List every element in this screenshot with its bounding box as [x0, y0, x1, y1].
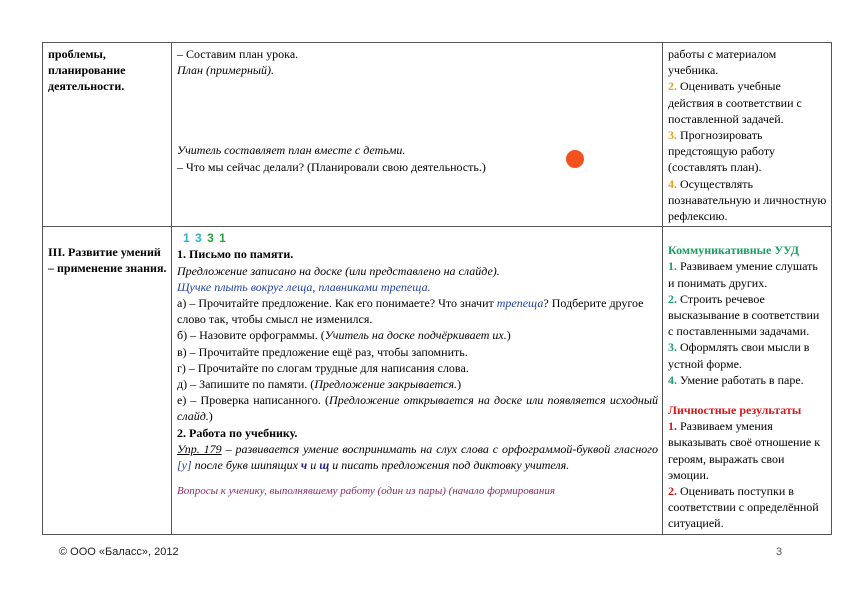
uud-item-number: 2. [668, 79, 677, 94]
activity-line: Учитель составляет план вместе с детьми. [177, 143, 406, 158]
activity-line: г) – Прочитайте по слогам трудные для написания слова. [177, 360, 469, 375]
section-heading: 1. Письмо по памяти. [177, 247, 294, 262]
footer-copyright: © ООО «Баласс», 2012 [59, 546, 179, 558]
uud-item [668, 127, 827, 176]
stage-cell [43, 227, 172, 534]
uud-line: работы с материалом учебника. [668, 47, 777, 78]
activity-cell [172, 227, 663, 534]
uud-item: 1. Развиваем умение слушать и понимать других. [668, 259, 818, 290]
uud-heading: Личностные результаты [668, 403, 802, 418]
table-row [43, 227, 832, 534]
section-heading: 2. Работа по учебнику. [177, 425, 298, 440]
activity-line: План (примерный). [177, 63, 275, 78]
lesson-plan-table [42, 42, 832, 535]
activity-line: в) – Прочитайте предложение ещё раз, чтобы запомнить. [177, 344, 468, 359]
activity-line: д) – Запишите по памяти. (Предложение закрывается.) [177, 377, 462, 392]
highlighted-word: трепеща [496, 296, 544, 311]
uud-cell [663, 43, 832, 227]
uud-item: 1. Развиваем умения выказывать своё отношение к героям, выражать свои эмоции. [668, 419, 821, 482]
uud-item: 4. Умение работать в паре. [668, 372, 804, 387]
uud-cell [663, 227, 832, 534]
uud-heading: Коммуникативные УУД [668, 243, 800, 258]
marker-circle [566, 150, 584, 168]
activity-line: – Составим план урока. [177, 47, 299, 61]
uud-item [668, 176, 827, 225]
exercise-number: 1 [219, 231, 227, 246]
uud-item-text: Осуществлять познавательную и личностную рефлексию. [668, 176, 827, 224]
activity-line: – Что мы сейчас делали? (Планировали свою деятельность.) [177, 159, 486, 174]
table-row [43, 43, 832, 227]
activity-line: б) – Назовите орфограммы. (Учитель на доске подчёркивает их.) [177, 328, 511, 343]
uud-item-number: 4. [668, 176, 677, 191]
exercise-ref: Упр. 179 [177, 441, 222, 456]
uud-item [668, 78, 827, 127]
stage-name: проблемы, планирование деятельности. [48, 47, 126, 94]
stage-cell [43, 43, 172, 227]
exercise-number: 3 [195, 231, 203, 246]
uud-item: 3. Оформлять свои мысли в устной форме. [668, 340, 810, 371]
activity-cell [172, 43, 663, 227]
uud-item-text: Прогнозировать предстоящую работу (составлять план). [668, 128, 775, 175]
example-sentence: Щучке плыть вокруг леща, плавниками трепеща. [177, 279, 431, 294]
uud-item: 2. Строить речевое высказывание в соответствии с поставленными задачами. [668, 291, 820, 339]
uud-item-text: Оценивать учебные действия в соответствии с поставленной задачей. [668, 79, 802, 126]
exercise-numbers [183, 230, 658, 246]
exercise-number: 1 [183, 231, 191, 246]
uud-item: 2. Оценивать поступки в соответствии с определённой ситуацией. [668, 484, 819, 531]
uud-item-number: 3. [668, 128, 677, 143]
page-number: 3 [776, 546, 783, 558]
exercise-description: Упр. 179 – развивается умение воспринимать на слух слова с орфограммой-буквой гласного [у] после букв шипящих ч и щ и писать предложения под диктовку учителя. [177, 441, 658, 473]
stage-name: III. Развитие умений – применение знания. [48, 245, 167, 276]
teacher-note: Вопросы к ученику, выполнявшему работу (один из пары) (начало формирования [177, 485, 555, 498]
activity-line: Предложение записано на доске (или представлено на слайде). [177, 263, 500, 278]
exercise-number: 3 [207, 231, 215, 246]
activity-line: а) – Прочитайте предложение. Как его понимаете? Что значит трепеща? Подберите другое слово так, чтобы смысл не изменился. [177, 296, 644, 327]
activity-line: е) – Проверка написанного. (Предложение открывается на доске или появляется исходный слайд.) [177, 393, 658, 424]
